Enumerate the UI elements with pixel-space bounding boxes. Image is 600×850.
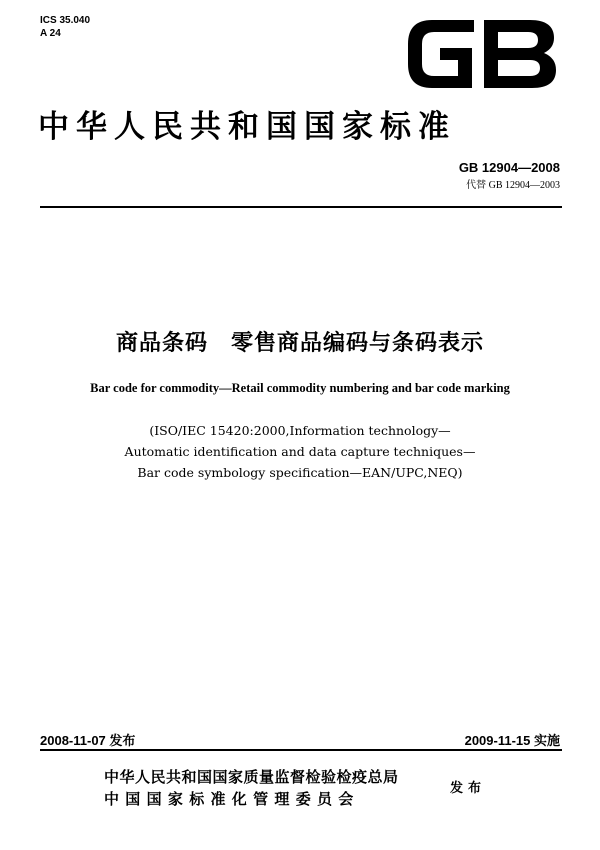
equivalence-line: (ISO/IEC 15420:2000,Information technology— (149, 423, 451, 438)
replaces-standard: 代替 GB 12904—2003 (466, 180, 560, 191)
issuing-authorities (104, 766, 399, 810)
classification-codes (40, 14, 90, 40)
publish-label: 发布 (450, 781, 487, 796)
english-title: Bar code for commodity—Retail commodity numbering and bar code marking (90, 381, 510, 395)
chinese-title: 商品条码 零售商品编码与条码表示 (115, 331, 484, 356)
top-divider (40, 206, 562, 208)
gb-logo (402, 14, 560, 94)
ics-code: ICS 35.040 (40, 15, 91, 26)
bottom-divider (40, 749, 562, 751)
issuer-aqsiq: 中华人民共和国国家质量监督检验检疫总局 (104, 768, 399, 786)
equivalence-line: Bar code symbology specification—EAN/UPC,NEQ) (137, 465, 463, 480)
issue-date: 2008-11-07 发布 (40, 733, 136, 748)
national-standard-title: 中华人民共和国国家标准 (38, 109, 456, 145)
standard-number-block (459, 160, 560, 191)
implementation-date: 2009-11-15 实施 (464, 733, 560, 748)
iso-equivalence (0, 420, 600, 483)
standard-number: GB 12904—2008 (458, 160, 560, 175)
ccs-code: A 24 (40, 28, 61, 39)
equivalence-line: Automatic identification and data capture techniques— (124, 444, 476, 459)
issuer-sac: 中国国家标准化管理委员会 (104, 790, 360, 808)
